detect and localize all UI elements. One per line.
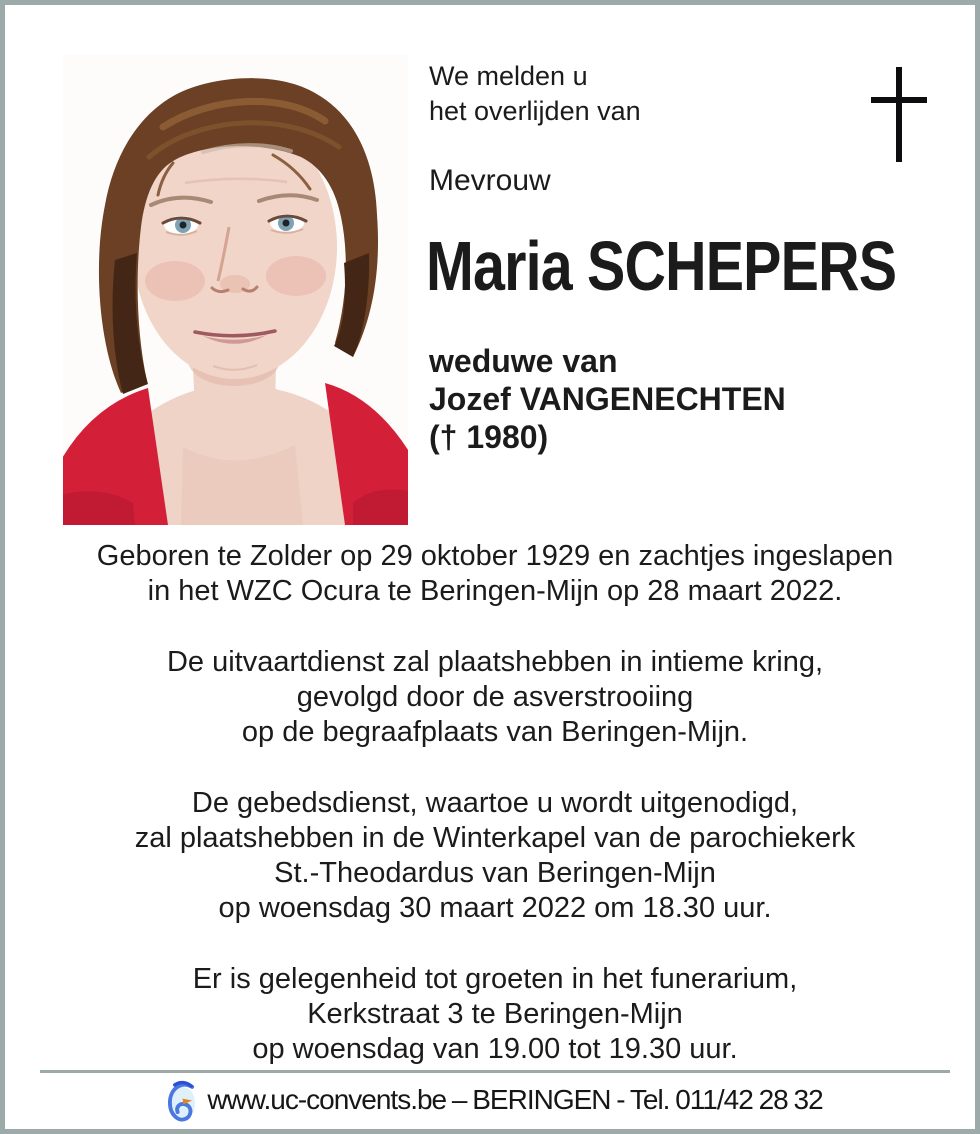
body-line: zal plaatshebben in de Winterkapel van de parochiekerk (134, 822, 856, 854)
deceased-name: Maria SCHEPERS (426, 227, 897, 305)
body-line: op woensdag van 19.00 tot 19.30 uur. (252, 1033, 738, 1065)
body-line: Geboren te Zolder op 29 oktober 1929 en zachtjes ingeslapen (96, 540, 894, 572)
body-line: Kerkstraat 3 te Beringen-Mijn (307, 998, 683, 1030)
body-line: De gebedsdienst, waartoe u wordt uitgenodigd, (191, 787, 799, 819)
cross-horizontal-bar (871, 97, 927, 103)
body-line: gevolgd door de asverstrooiing (296, 681, 694, 713)
paragraph-prayer-service (5, 786, 980, 926)
footer-divider (40, 1070, 950, 1073)
cross-vertical-bar (896, 67, 902, 162)
relation-line-2: Jozef VANGENECHTEN (429, 381, 786, 417)
paragraph-birth-death (5, 539, 980, 609)
body-line: op de begraafplaats van Beringen-Mijn. (241, 716, 749, 748)
salutation: Mevrouw (429, 164, 551, 197)
body-line: Er is gelegenheid tot groeten in het funerarium, (192, 963, 798, 995)
body-line: St.-Theodardus van Beringen-Mijn (274, 857, 716, 889)
intro-line-1: We melden u (429, 61, 588, 91)
relation-line-3: († 1980) (429, 419, 549, 455)
paragraph-visitation (5, 962, 980, 1067)
uc-convents-logo-icon (167, 1079, 198, 1122)
footer (5, 1076, 980, 1124)
footer-contact-line: www.uc-convents.be – BERINGEN - Tel. 011/42 28 32 (207, 1084, 823, 1115)
portrait-photo (63, 55, 408, 525)
intro-line-2: het overlijden van (429, 96, 641, 126)
body-text (5, 539, 980, 1103)
body-line: op woensdag 30 maart 2022 om 18.30 uur. (218, 892, 772, 924)
relation-line-1: weduwe van (429, 343, 618, 379)
relation-block (429, 342, 786, 456)
body-line: De uitvaartdienst zal plaatshebben in intieme kring, (166, 646, 824, 678)
paragraph-funeral-service (5, 645, 980, 750)
body-line: in het WZC Ocura te Beringen-Mijn op 28 maart 2022. (147, 575, 843, 607)
cross-icon (871, 67, 927, 162)
announcement-intro (429, 59, 641, 129)
